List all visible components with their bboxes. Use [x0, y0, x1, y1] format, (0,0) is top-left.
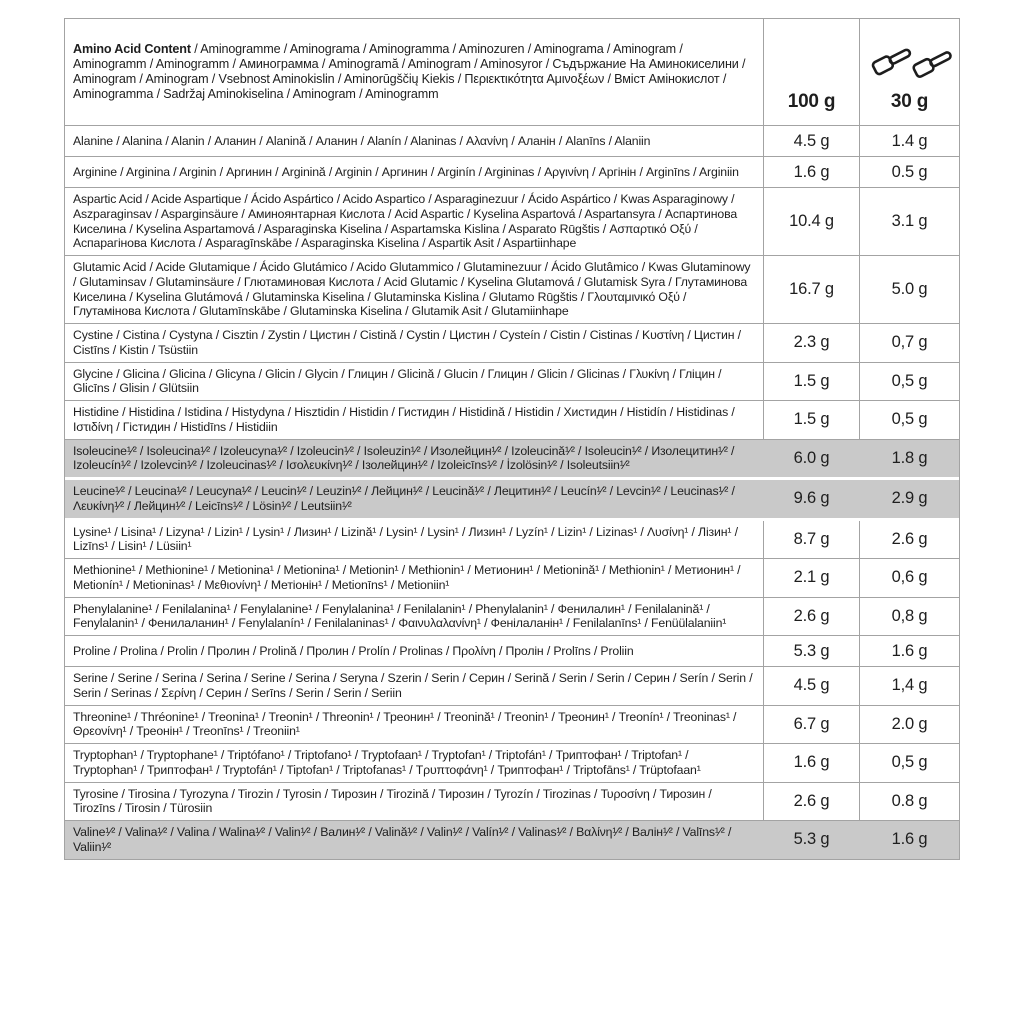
amino-acid-table [64, 18, 960, 860]
value-per-30g: 1.6 g [891, 830, 928, 849]
amino-acid-name: Threonine¹ / Thréonine¹ / Treonina¹ / Treonin¹ / Threonin¹ / Треонин¹ / Treonină¹ / Treonin¹ / Треонин¹ / Treonín¹ / Treoninas¹ / Θρεονίνη¹ / Треонін¹ / Treonīns¹ / Treoniin¹ [73, 709, 737, 739]
amino-acid-row [65, 521, 959, 560]
amino-acid-row [65, 783, 959, 822]
amino-acid-row [65, 706, 959, 745]
value-per-100g: 1.5 g [763, 363, 859, 401]
table-title-english: Amino Acid Content [73, 41, 191, 56]
value-per-100g: 6.7 g [763, 706, 859, 744]
value-per-30g: 0,5 g [859, 363, 959, 401]
value-per-30g: 2.9 g [891, 489, 928, 508]
table-title-cell [65, 19, 763, 125]
value-per-100g: 2.6 g [763, 783, 859, 821]
value-per-30g: 3.1 g [859, 188, 959, 255]
amino-acid-name: Histidine / Histidina / Istidina / Histydyna / Hisztidin / Histidin / Гистидин / Histidină / Histidin / Хистидин / Histidín / Histidinas / Ιστιδίνη / Гістидин / Histidīns / Histidiin [73, 405, 735, 434]
value-per-100g: 1.6 g [763, 744, 859, 782]
amino-acid-row [65, 744, 959, 783]
value-per-100g: 1.5 g [763, 401, 859, 439]
value-per-30g: 2.0 g [859, 706, 959, 744]
value-per-100g: 8.7 g [763, 521, 859, 559]
column-header-30g [859, 19, 959, 125]
amino-acid-name: Methionine¹ / Methionine¹ / Metionina¹ / Metionina¹ / Metionin¹ / Methionin¹ / Метионин¹ / Metionină¹ / Methionin¹ / Метионин¹ / Metionín¹ / Metioninas¹ / Μεθιονίνη¹ / Метіонін¹ / Metionīns¹ / Metioniin¹ [73, 563, 741, 592]
amino-acid-row [65, 480, 959, 521]
amino-acid-name: Tyrosine / Tirosina / Tyrozyna / Tirozin / Tyrosin / Тирозин / Tirozină / Тирозин / Tyrozín / Tirozinas / Τυροσίνη / Тирозин / Tirozīns / Tirosin / Türosiin [73, 786, 712, 816]
amino-acid-name: Cystine / Cistina / Cystyna / Cisztin / Zystin / Цистин / Cistină / Cystin / Цистин / Cysteín / Cistin / Cistinas / Κυστίνη / Цистин / Cistīns / Kistin / Tsüstiin [73, 328, 741, 357]
amino-acid-name: Proline / Prolina / Prolin / Пролин / Prolină / Пролин / Prolín / Prolinas / Προλίνη / Пролін / Prolīns / Proliin [73, 643, 634, 658]
value-per-100g: 4.5 g [763, 667, 859, 705]
value-per-30g: 1.6 g [859, 636, 959, 666]
value-per-100g: 1.6 g [763, 157, 859, 187]
amino-acid-name: Serine / Serine / Serina / Serina / Serine / Serina / Seryna / Szerin / Serin / Серин / Serină / Serin / Serin / Серин / Serín / Serin / Serin / Serinas / Σερίνη / Серин / Serīns / Serin / Serin / Seriin [73, 671, 753, 700]
amino-acid-name: Isoleucine¹⁄² / Isoleucina¹⁄² / Izoleucyna¹⁄² / Izoleucin¹⁄² / Isoleuzin¹⁄² / Изолейцин¹⁄² / Izoleucină¹⁄² / Isoleucin¹⁄² / Изолецитин¹⁄² / Izoleucín¹⁄² / Izolevcin¹⁄² / Izoleucinas¹⁄² / Ισολευκίνη¹⁄² / Ізолейцин¹⁄² / Izoleicīns¹⁄² / İzolösin¹⁄² / Isoleutsiin¹⁄² [73, 443, 735, 473]
table-title [73, 42, 755, 102]
value-per-30g: 0,7 g [859, 324, 959, 362]
value-per-100g: 9.6 g [793, 489, 830, 508]
amino-acid-row [65, 559, 959, 598]
amino-acid-row [65, 363, 959, 402]
value-per-100g: 5.3 g [763, 636, 859, 666]
amino-acid-row [65, 636, 959, 667]
amino-acid-row [65, 667, 959, 706]
amino-acid-name: Lysine¹ / Lisina¹ / Lizyna¹ / Lizin¹ / Lysin¹ / Лизин¹ / Lizină¹ / Lysin¹ / Lysin¹ / Лизин¹ / Lyzín¹ / Lizin¹ / Lizinas¹ / Λυσίνη¹ / Лізин¹ / Lizīns¹ / Lisin¹ / Lüsiin¹ [73, 524, 738, 554]
table-body [65, 126, 959, 859]
column-header-100g [763, 19, 859, 125]
value-per-30g: 0,8 g [859, 598, 959, 636]
value-per-100g: 2.1 g [763, 559, 859, 597]
amino-acid-row [65, 324, 959, 363]
value-per-100g: 5.3 g [793, 830, 830, 849]
amino-acid-name: Glutamic Acid / Acide Glutamique / Ácido Glutámico / Acido Glutammico / Glutaminezuur / Ácido Glutâmico / Kwas Glutaminowy / Glutaminsav / Glutaminsäure / Глютаминовая Кислота / Acid Glutamic / Kyselina Glutamová / Glutamisk Syra / Глутаминова Киселина / Kyselina Glutámová / Glutaminska Kiselina / Glutaminska Kislina / Glutamo Rūgštis / Γλουταμινικό Οξύ / Глутамінова Кислота / Glutamīnskābe / Glutaminska Kiselina / Glutamik Asit / Glutamiinhape [73, 260, 751, 319]
amino-acid-name: Valine¹⁄² / Valina¹⁄² / Valina / Walina¹⁄² / Valin¹⁄² / Валин¹⁄² / Valină¹⁄² / Valin¹⁄² / Valín¹⁄² / Valinas¹⁄² / Βαλίνη¹⁄² / Валін¹⁄² / Valīns¹⁄² / Valiin¹⁄² [73, 825, 732, 854]
amino-acid-name: Aspartic Acid / Acide Aspartique / Ácido Aspártico / Acido Aspartico / Asparaginezuur / Ácido Aspártico / Kwas Asparaginowy / Aszparaginsav / Asparginsäure / Аминоянтарная Кислота / Acid Aspartic / Kyselina Aspartová / Aspartansyra / Аспартинова Киселина / Kyselina Aspartamová / Asparaginska Kiselina / Aspartamska Kislina / Asparato Rūgštis / Ασπαρτικό Οξύ / Аспарагінова Кислота / Asparagīnskābe / Asparaginska Kiselina / Aspartik Asit / Aspartiinhape [73, 192, 738, 251]
table-title-translations: / Aminogramme / Aminograma / Aminogramma / Aminozuren / Aminograma / Aminogram / Aminogramm / Aminogramm / Аминограмма / Aminogramă / Aminogram / Aminosyror / Съдържание На Аминокиселини / Aminogram / Aminogram / Vsebnost Aminokislin / Aminorūgščių Kiekis / Περιεκτικότητα Αμινοξέων / Вміст Амінокислот / Aminogramma / Sadržaj Aminokiselina / Aminogram / Aminogramm [73, 41, 746, 102]
value-per-100g: 6.0 g [793, 448, 830, 467]
value-per-100g: 2.3 g [763, 324, 859, 362]
scoop-icon [865, 39, 955, 85]
amino-acid-name: Alanine / Alanina / Alanin / Аланин / Alanină / Аланин / Alanín / Alaninas / Αλανίνη / Аланін / Alanīns / Alaniin [73, 133, 651, 148]
amino-acid-name: Leucine¹⁄² / Leucina¹⁄² / Leucyna¹⁄² / Leucin¹⁄² / Leuzin¹⁄² / Лейцин¹⁄² / Leucină¹⁄² / Лецитин¹⁄² / Leucín¹⁄² / Levcin¹⁄² / Leucinas¹⁄² / Λευκίνη¹⁄² / Лейцин¹⁄² / Leicīns¹⁄² / Lösin¹⁄² / Leutsiin¹⁄² [73, 484, 735, 513]
value-per-30g: 0.5 g [859, 157, 959, 187]
column-label-30g: 30 g [890, 91, 929, 112]
value-per-30g: 0,5 g [859, 401, 959, 439]
value-per-30g: 0,6 g [859, 559, 959, 597]
amino-acid-row [65, 188, 959, 256]
amino-acid-row [65, 598, 959, 637]
value-per-100g: 2.6 g [763, 598, 859, 636]
amino-acid-row [65, 821, 959, 859]
amino-acid-name: Phenylalanine¹ / Fenilalanina¹ / Fenylalanine¹ / Fenylalanina¹ / Fenilalanin¹ / Phenylalanin¹ / Фенилалин¹ / Fenilalanină¹ / Fenylalanin¹ / Фенилаланин¹ / Fenylalanín¹ / Fenilalaninas¹ / Φαινυλαλανίνη¹ / Фенілаланін¹ / Fenilalanīns¹ / Fenüülalaniin¹ [73, 601, 727, 631]
value-per-30g: 5.0 g [859, 256, 959, 323]
value-per-100g: 4.5 g [763, 126, 859, 156]
table-header-row [65, 19, 959, 126]
amino-acid-name: Arginine / Arginina / Arginin / Аргинин / Arginină / Arginin / Аргинин / Arginín / Argininas / Αργινίνη / Аргінін / Arginīns / Arginiin [73, 164, 739, 179]
value-per-30g: 0.8 g [859, 783, 959, 821]
amino-acid-row [65, 401, 959, 440]
amino-acid-row [65, 126, 959, 157]
amino-acid-row [65, 440, 959, 481]
amino-acid-row [65, 256, 959, 324]
value-per-30g: 1,4 g [859, 667, 959, 705]
value-per-30g: 2.6 g [859, 521, 959, 559]
value-per-100g: 10.4 g [763, 188, 859, 255]
amino-acid-name: Tryptophan¹ / Tryptophane¹ / Triptófano¹ / Triptofano¹ / Tryptofaan¹ / Tryptofan¹ / Triptofán¹ / Триптофан¹ / Triptofan¹ / Tryptophan¹ / Триптофан¹ / Tryptofán¹ / Tiptofan¹ / Triptofanas¹ / Τρυπτοφάνη¹ / Триптофан¹ / Triptofāns¹ / Trüptofaan¹ [73, 748, 701, 777]
value-per-30g: 0,5 g [859, 744, 959, 782]
value-per-30g: 1.8 g [891, 448, 928, 467]
value-per-30g: 1.4 g [859, 126, 959, 156]
column-label-100g: 100 g [787, 91, 836, 112]
amino-acid-row [65, 157, 959, 188]
value-per-100g: 16.7 g [763, 256, 859, 323]
amino-acid-name: Glycine / Glicina / Glicina / Glicyna / Glicin / Glycin / Глицин / Glicină / Glucin / Глицин / Glicin / Glicinas / Γλυκίνη / Гліцин / Glicīns / Glisin / Glütsiin [73, 366, 722, 396]
